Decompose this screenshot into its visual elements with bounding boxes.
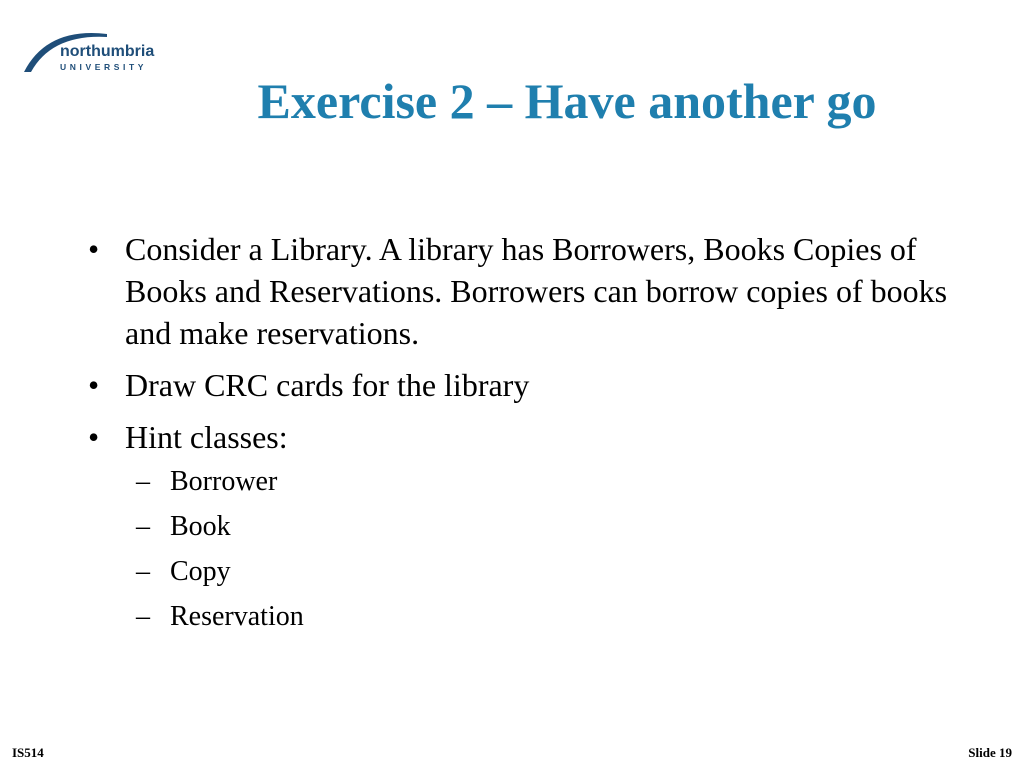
dash-marker: – [136, 556, 150, 587]
slide-content [88, 228, 988, 644]
sub-item-text: Book [170, 511, 231, 542]
hint-class-list [88, 464, 988, 635]
sub-item-text: Copy [170, 556, 231, 587]
sub-item-text: Borrower [170, 466, 278, 497]
bullet-text: Hint classes: [125, 419, 288, 455]
course-code: IS514 [12, 745, 44, 760]
bullet-item [88, 416, 988, 458]
bullet-marker: • [88, 367, 100, 403]
sub-item [88, 464, 988, 500]
bullet-text: Draw CRC cards for the library [125, 367, 530, 403]
dash-marker: – [136, 466, 150, 497]
bullet-item [88, 364, 988, 406]
sub-item [88, 509, 988, 545]
bullet-text: Consider a Library. A library has Borrowers, Books Copies of Books and Reservations. Borrowers can borrow copies of books and make reservations. [125, 231, 948, 351]
slide-title: Exercise 2 – Have another go [257, 73, 877, 129]
bullet-item [88, 228, 988, 354]
logo-subtitle: UNIVERSITY [60, 62, 148, 72]
bullet-marker: • [88, 231, 100, 267]
dash-marker: – [136, 601, 150, 632]
bullet-marker: • [88, 419, 100, 455]
sub-item [88, 599, 988, 635]
dash-marker: – [136, 511, 150, 542]
sub-item-text: Reservation [170, 601, 304, 632]
sub-item [88, 554, 988, 590]
logo-wordmark: northumbria [60, 43, 155, 60]
slide-number: Slide 19 [968, 745, 1012, 760]
university-logo [22, 22, 172, 77]
